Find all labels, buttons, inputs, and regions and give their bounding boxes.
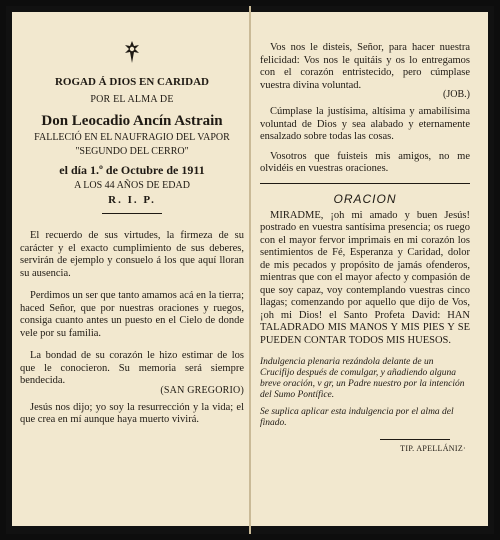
black-border-right — [488, 6, 494, 534]
indulgence-note-2: Se suplica aplicar esta indulgencia por el alma del finado. — [260, 407, 454, 428]
prayer-rule — [260, 183, 470, 184]
right-paragraph-1-reference: (JOB.) — [443, 89, 470, 100]
paragraph-2: Perdimos un ser que tanto amamos acá en la tierra; haced Señor, que por nuestras oraciones y ruegos, consiga cuanto antes un puesto en el Cielo de donde vele por su familia. — [20, 290, 244, 339]
right-paragraph-2: Cúmplase la justísima, altísima y amabilísima voluntad de Dios y sea alabado y eternamente ensalzado sobre todas las cosas. — [260, 106, 470, 142]
prayer-text: MIRADME, ¡oh mi amado y buen Jesús! postrado en vuestra santísima presencia; os ruego con el mayor fervor imprimais en mi corazón los sentimientos de Fé, Esperanza y Caridad, dolor de mis pecados y propósito de jamás ofenderos, mientras que con el mayor afecto y compasión de que soy capaz, voy contemplando vuestras cinco llagas; comenzando por aquello que dijo de Vos, ¡oh mi Dios! el Santo Profeta David: HAN TALADRADO MIS MANOS Y MIS PIES Y SE PUEDEN CONTAR TODOS MIS HUESOS. — [260, 209, 470, 346]
paragraph-4: Jesús nos dijo; yo soy la resurrección y la vida; el que crea en mí aunque haya muerto vivirá. — [20, 401, 244, 425]
printer-text: TIP. APELLÁNIZ· — [400, 444, 466, 453]
prayer-heading: ORACION — [333, 191, 397, 206]
left-panel — [20, 40, 244, 437]
paragraph-3: La bondad de su corazón le hizo estimar de los que le conocieron. Su memoria será siempre bendecida. — [20, 350, 244, 386]
right-paragraph-3: Vosotros que fuisteis mis amigos, no me olvidéis en vuestras oraciones. — [260, 150, 470, 174]
death-date: el día 1.º de Octubre de 1911 — [59, 163, 205, 177]
printer-rule — [380, 439, 450, 440]
paragraph-1: El recuerdo de sus virtudes, la firmeza de su carácter y el exacto cumplimiento de sus deberes, servirán de ejemplo y consuelo á los que aquí lloran su ausencia. — [20, 230, 244, 279]
cross-icon — [122, 40, 142, 64]
right-panel — [260, 42, 470, 453]
section-divider — [102, 213, 162, 214]
rip-text: R. I. P. — [108, 194, 156, 206]
age-line: A LOS 44 AÑOS DE EDAD — [74, 180, 190, 191]
indulgence-note-1: Indulgencia plenaria rezándola delante de un Crucifijo después de comulgar, y añadiendo alguna breve oración, v gr, un Padre nuestro por la intención del Sumo Pontífice. — [260, 357, 465, 400]
header-main: ROGAD Á DIOS EN CARIDAD — [54, 76, 209, 88]
right-paragraph-1: Vos nos le disteis, Señor, para hacer nuestra felicidad: Vos nos le quitáis y os lo entregamos con el corazón entristecido, pero cúmplase vuestra divina voluntad. — [260, 42, 470, 91]
black-border-left — [6, 6, 12, 534]
deceased-name: Don Leocadio Ancín Astrain — [41, 113, 223, 129]
paragraph-3-reference: (SAN GREGORIO) — [160, 384, 244, 396]
ship-name: "SEGUNDO DEL CERRO" — [75, 146, 189, 157]
center-fold — [249, 6, 251, 534]
header-sub: POR EL ALMA DE — [90, 94, 174, 105]
died-line: FALLECIÓ EN EL NAUFRAGIO DEL VAPOR — [34, 132, 230, 143]
